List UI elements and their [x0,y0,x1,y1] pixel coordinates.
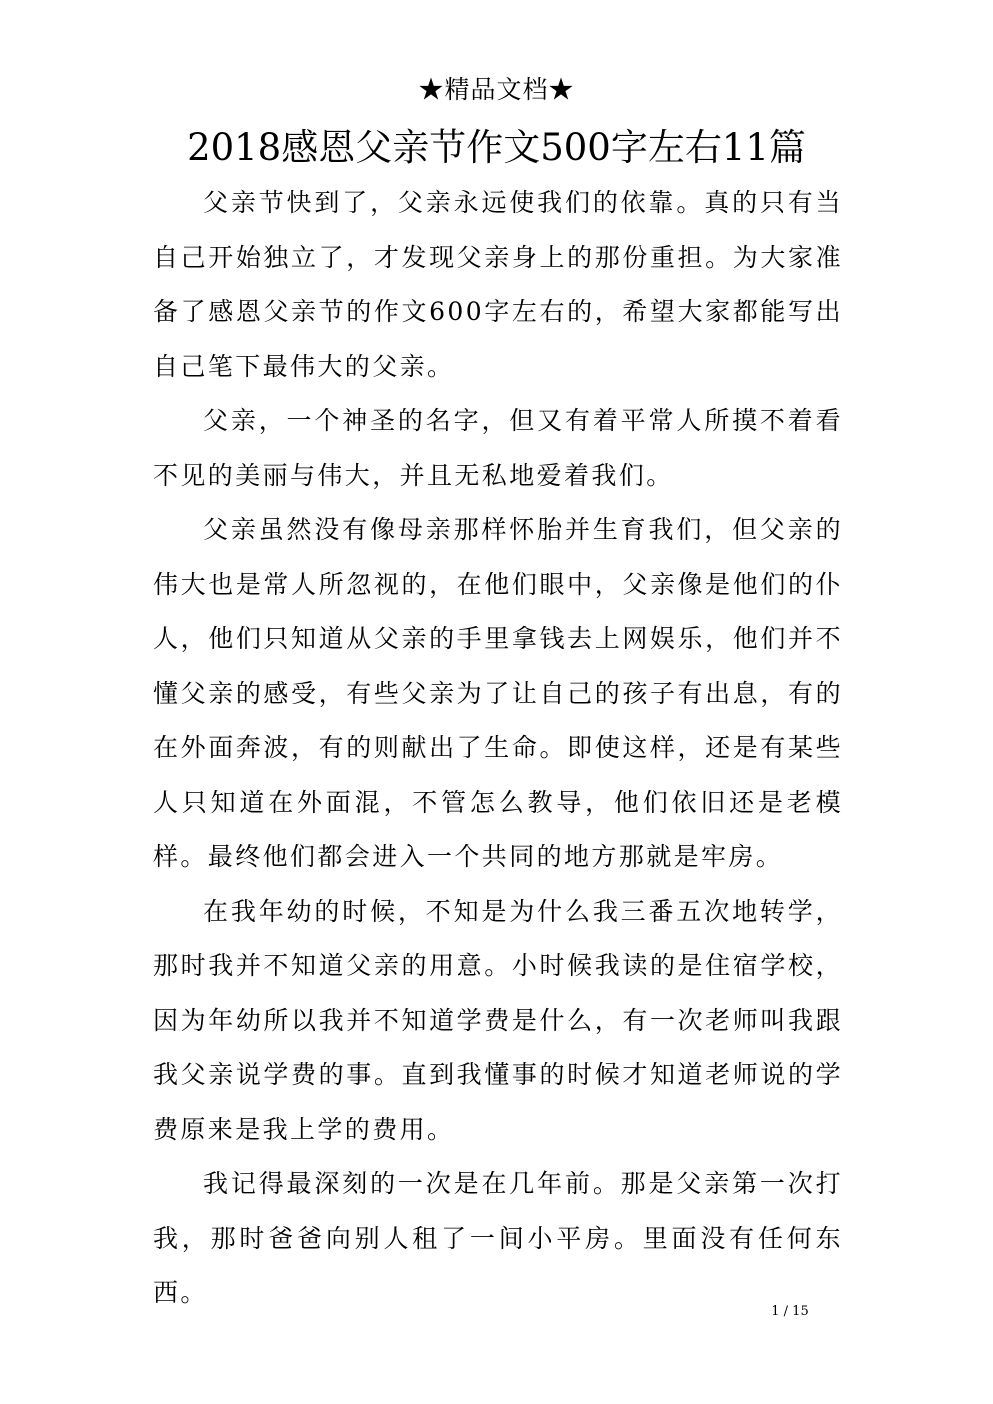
paragraph: 父亲，一个神圣的名字，但又有着平常人所摸不着看不见的美丽与伟大，并且无私地爱着我们。 [153,406,843,490]
document-body [153,176,843,1321]
document-title: 2018感恩父亲节作文500字左右11篇 [187,126,806,169]
paragraph: 我记得最深刻的一次是在几年前。那是父亲第一次打我，那时爸爸向别人租了一间小平房。里面没有任何东西。 [153,1169,843,1307]
paragraph: 父亲虽然没有像母亲那样怀胎并生育我们，但父亲的伟大也是常人所忽视的，在他们眼中，父亲像是他们的仆人，他们只知道从父亲的手里拿钱去上网娱乐，他们并不懂父亲的感受，有些父亲为了让自己的孩子有出息，有的在外面奔波，有的则献出了生命。即使这样，还是有某些人只知道在外面混，不管怎么教导，他们依旧还是老模样。最终他们都会进入一个共同的地方那就是牢房。 [153,515,843,871]
paragraph: 父亲节快到了，父亲永远使我们的依靠。真的只有当自己开始独立了，才发现父亲身上的那份重担。为大家准备了感恩父亲节的作文600字左右的，希望大家都能写出自己笔下最伟大的父亲。 [153,188,843,381]
header-mark: ★精品文档★ [418,75,575,104]
page-number: 1 / 15 [771,1304,809,1319]
paragraph: 在我年幼的时候，不知是为什么我三番五次地转学，那时我并不知道父亲的用意。小时候我读的是住宿学校，因为年幼所以我并不知道学费是什么，有一次老师叫我跟我父亲说学费的事。直到我懂事的时候才知道老师说的学费原来是我上学的费用。 [153,896,843,1144]
